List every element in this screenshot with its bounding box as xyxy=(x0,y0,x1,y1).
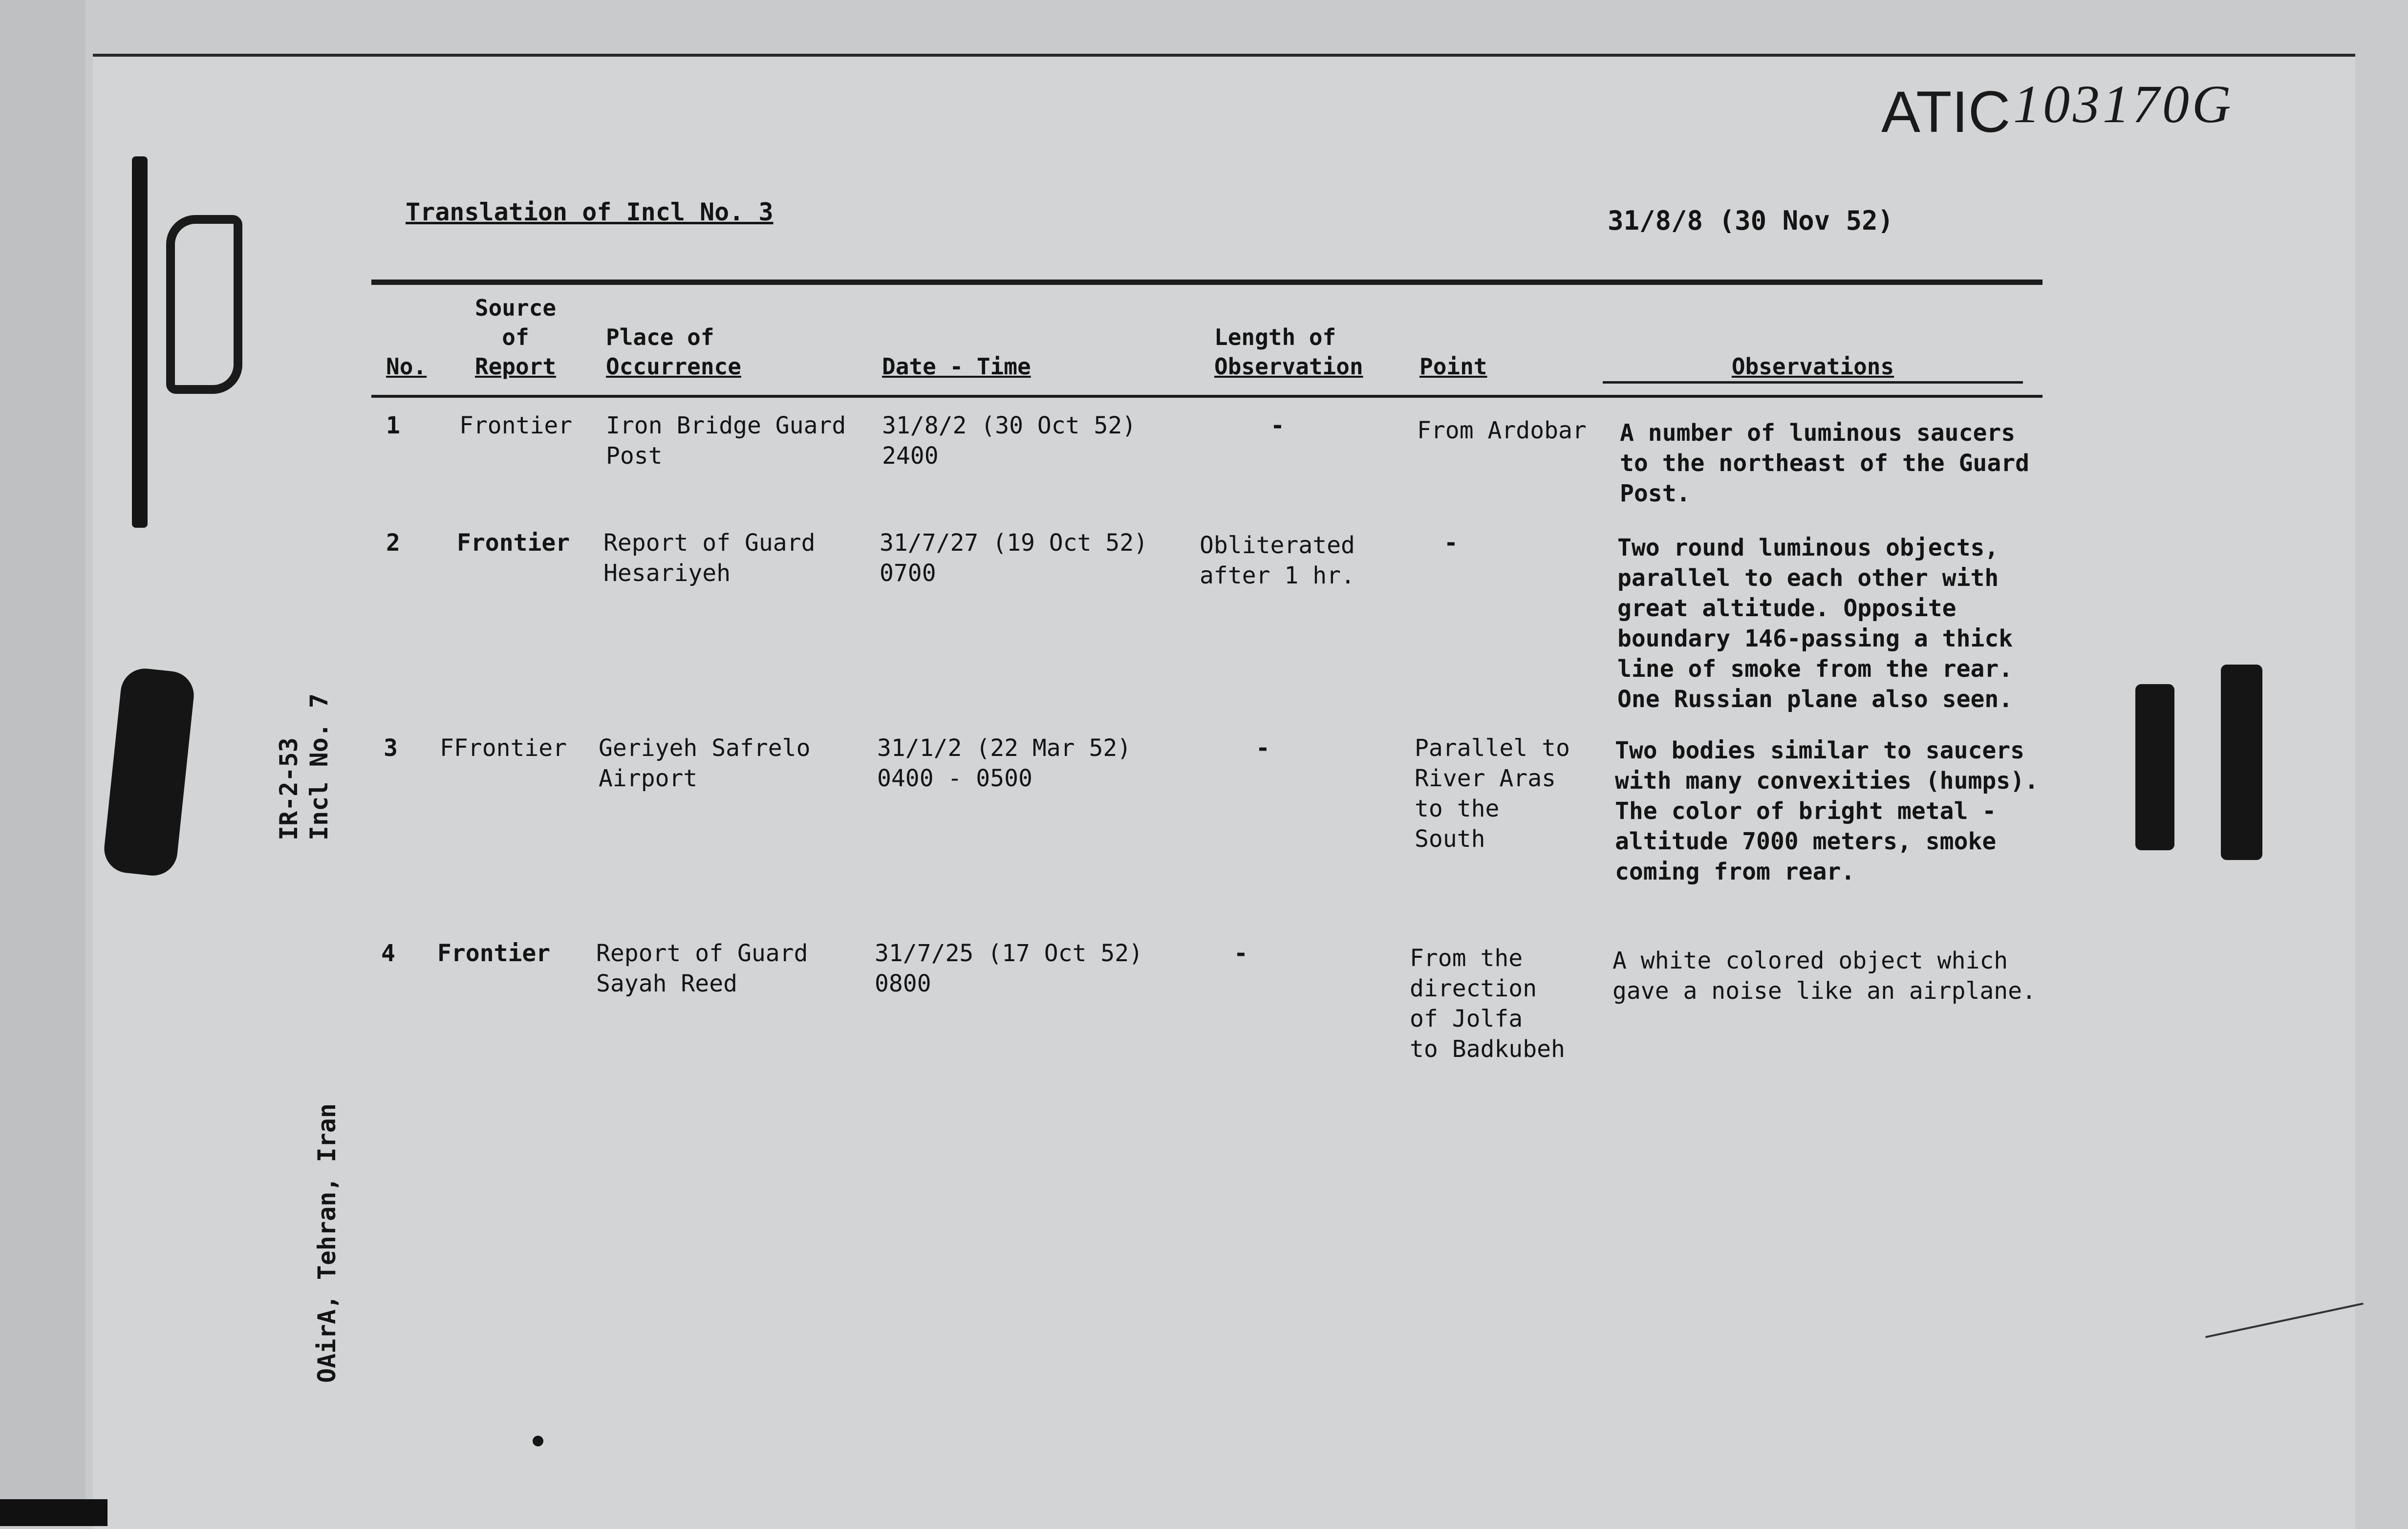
row-number: 4 xyxy=(381,940,395,967)
row-point: From Ardobar xyxy=(1417,417,1587,444)
row-date-time: 31/1/2 (22 Mar 52) 0400 - 0500 xyxy=(877,734,1132,792)
row-length: Obliterated after 1 hr. xyxy=(1200,532,1355,589)
header-no: No. xyxy=(386,353,427,380)
row-observations: A white colored object which gave a noise like an airplane. xyxy=(1612,947,2036,1005)
row-number: 2 xyxy=(386,529,400,557)
row-place: Geriyeh Safrelo Airport xyxy=(599,734,811,792)
row-number: 1 xyxy=(386,412,400,439)
row-point: - xyxy=(1444,529,1458,557)
row-point: From the direction of Jolfa to Badkubeh xyxy=(1410,945,1565,1063)
row-observations: Two round luminous objects, parallel to each other with great altitude. Opposite boundary 146-passing a thick line of smoke from the rear. One Russian plane also seen. xyxy=(1617,534,2013,713)
side-reference: IR-2-53 Incl No. 7 xyxy=(275,693,333,840)
row-place: Report of Guard Hesariyeh xyxy=(603,529,816,587)
row-date-time: 31/7/27 (19 Oct 52) 0700 xyxy=(880,529,1148,587)
film-edge xyxy=(0,1499,108,1526)
redaction-bar-right xyxy=(2221,665,2262,860)
header-date-time: Date - Time xyxy=(882,353,1031,380)
stray-dot-mark xyxy=(533,1436,543,1446)
header-place: Place of Occurrence xyxy=(606,324,741,380)
row-place: Report of Guard Sayah Reed xyxy=(596,940,808,997)
header-source: Source of Report xyxy=(474,295,557,380)
table-header-rule xyxy=(371,395,2042,398)
row-observations: Two bodies similar to saucers with many convexities (humps). The color of bright metal - altitude 7000 meters, smoke coming from rear. xyxy=(1615,737,2039,885)
handwritten-initials-mark xyxy=(166,215,242,394)
atic-stamp-number: 103170G xyxy=(2013,74,2234,134)
header-point: Point xyxy=(1419,353,1487,380)
row-place: Iron Bridge Guard Post xyxy=(606,412,846,470)
row-length: - xyxy=(1270,412,1285,439)
row-number: 3 xyxy=(384,734,398,762)
document-title: Translation of Incl No. 3 xyxy=(406,198,774,226)
header-length: Length of Observation xyxy=(1214,324,1363,380)
atic-stamp-prefix: ATIC xyxy=(1881,79,2011,145)
left-margin-strip xyxy=(0,0,86,1526)
row-observations: A number of luminous saucers to the northeast of the Guard Post. xyxy=(1620,419,2030,507)
document-reference: 31/8/8 (30 Nov 52) xyxy=(1608,205,1894,236)
row-source: Frontier xyxy=(457,529,570,557)
row-date-time: 31/7/25 (17 Oct 52) 0800 xyxy=(875,940,1143,997)
row-length: - xyxy=(1256,734,1270,762)
row-source: Frontier xyxy=(437,940,551,967)
side-office: OAirA, Tehran, Iran xyxy=(313,1103,341,1383)
table-top-rule xyxy=(371,280,2042,285)
row-length: - xyxy=(1234,940,1248,967)
row-date-time: 31/8/2 (30 Oct 52) 2400 xyxy=(882,412,1137,470)
row-point: Parallel to River Aras to the South xyxy=(1415,734,1570,853)
row-source: FFrontier xyxy=(440,734,567,762)
margin-stamp-bar xyxy=(132,156,148,528)
header-observations: Observations xyxy=(1603,352,2023,384)
row-source: Frontier xyxy=(459,412,573,439)
redaction-bar-left xyxy=(2135,684,2174,850)
